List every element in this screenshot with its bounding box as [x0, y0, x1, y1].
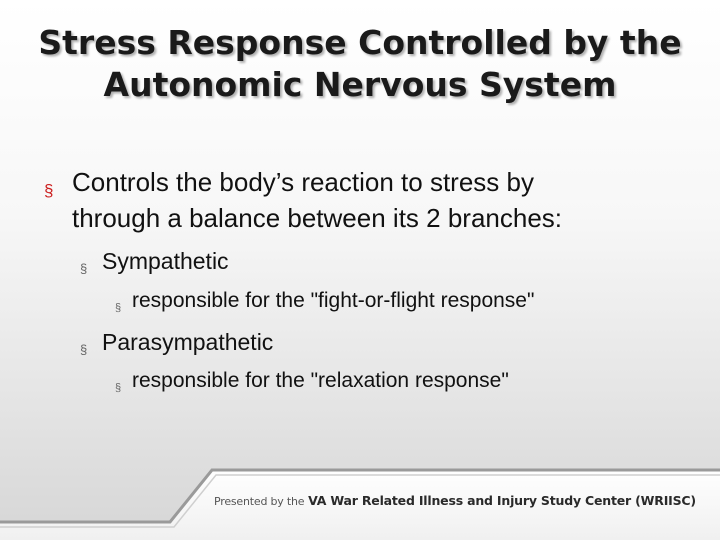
sub-bullet-marker-icon: § — [80, 342, 88, 357]
bullet-main-line1: Controls the body’s reaction to stress by — [72, 167, 534, 197]
bullet-parasympathetic-detail — [115, 367, 509, 395]
footer-organization: VA War Related Illness and Injury Study Center (WRIISC) — [308, 493, 696, 508]
bullet-sympathetic-detail — [115, 287, 535, 315]
bullet-parasympathetic — [80, 327, 274, 357]
bullet-parasympathetic-detail-text: responsible for the "relaxation response" — [132, 369, 509, 392]
bullet-sympathetic-detail-text: responsible for the "fight-or-flight response" — [132, 289, 535, 312]
footer-prefix: Presented by the — [214, 495, 305, 508]
slide-title: Stress Response Controlled by the Autonomic Nervous System — [38, 23, 682, 104]
bullet-marker-icon: § — [44, 181, 54, 200]
bullet-main — [44, 165, 534, 200]
bullet-parasympathetic-label: Parasympathetic — [102, 329, 274, 355]
sub-bullet-marker-icon: § — [80, 261, 88, 276]
bullet-sympathetic-label: Sympathetic — [102, 248, 229, 274]
bullet-main-line2: through a balance between its 2 branches: — [72, 203, 563, 233]
footer-credit — [214, 493, 694, 508]
sub-sub-bullet-marker-icon: § — [115, 382, 122, 394]
bullet-sympathetic — [80, 246, 229, 276]
sub-sub-bullet-marker-icon: § — [115, 302, 122, 314]
bullet-main-continued — [72, 201, 562, 235]
